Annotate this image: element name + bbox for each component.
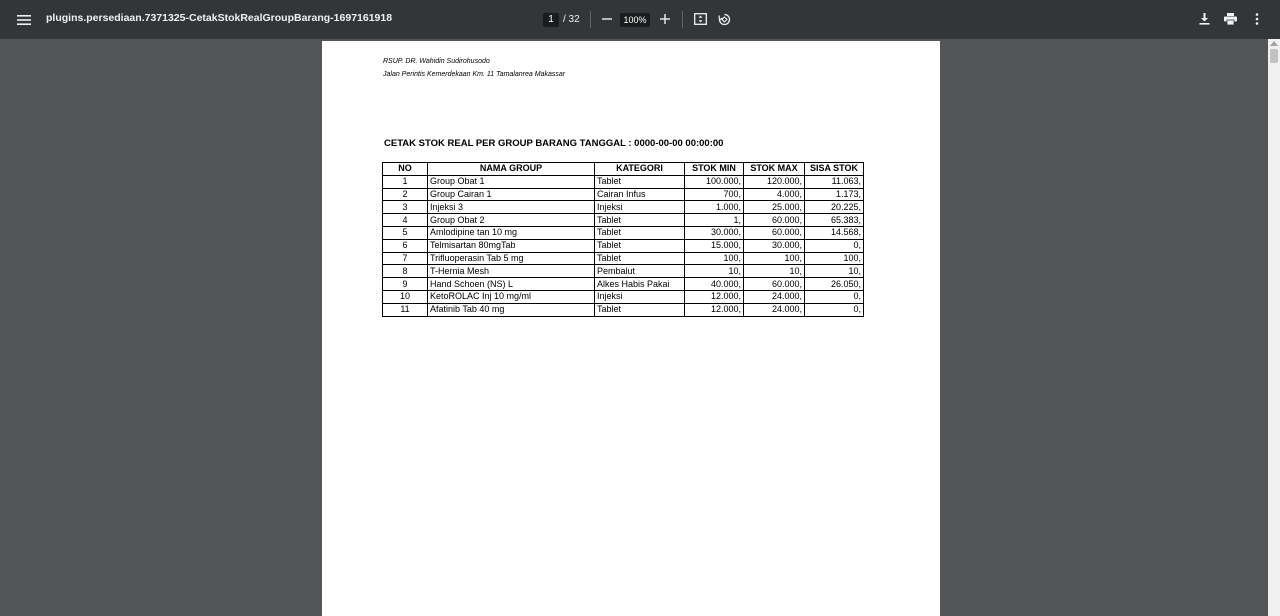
cell-no: 2 xyxy=(383,188,428,201)
fit-page-icon xyxy=(694,13,707,25)
minus-icon xyxy=(602,14,612,24)
cell-stok-min: 40.000, xyxy=(685,278,744,291)
zoom-out-button[interactable] xyxy=(598,10,616,28)
table-row xyxy=(383,303,864,316)
cell-stok-max: 100, xyxy=(744,252,805,265)
cell-nama: Group Obat 1 xyxy=(428,175,595,188)
header-stok-max: STOK MAX xyxy=(744,163,805,176)
print-icon xyxy=(1224,13,1237,25)
plus-icon xyxy=(660,14,670,24)
cell-sisa-stok: 0, xyxy=(805,239,864,252)
table-row xyxy=(383,214,864,227)
cell-stok-max: 25.000, xyxy=(744,201,805,214)
menu-icon[interactable] xyxy=(12,8,36,32)
table-row xyxy=(383,290,864,303)
cell-nama: Injeksi 3 xyxy=(428,201,595,214)
cell-stok-max: 24.000, xyxy=(744,303,805,316)
cell-no: 10 xyxy=(383,290,428,303)
cell-no: 1 xyxy=(383,175,428,188)
cell-stok-min: 1.000, xyxy=(685,201,744,214)
cell-kategori: Tablet xyxy=(595,226,685,239)
cell-stok-min: 10, xyxy=(685,265,744,278)
cell-nama: KetoROLAC Inj 10 mg/ml xyxy=(428,290,595,303)
toolbar-divider xyxy=(590,11,591,28)
table-header-row xyxy=(383,163,864,176)
rotate-icon xyxy=(718,13,731,26)
cell-kategori: Tablet xyxy=(595,175,685,188)
cell-stok-min: 12.000, xyxy=(685,303,744,316)
table-row xyxy=(383,201,864,214)
hospital-address: Jalan Perintis Kemerdekaan Km. 11 Tamalanrea Makassar xyxy=(383,71,566,78)
cell-kategori: Tablet xyxy=(595,214,685,227)
cell-stok-max: 60.000, xyxy=(744,214,805,227)
cell-sisa-stok: 26.050, xyxy=(805,278,864,291)
cell-kategori: Injeksi xyxy=(595,290,685,303)
cell-kategori: Tablet xyxy=(595,252,685,265)
table-row xyxy=(383,252,864,265)
more-options-button[interactable] xyxy=(1248,10,1266,28)
header-sisa-stok: SISA STOK xyxy=(805,163,864,176)
cell-kategori: Tablet xyxy=(595,303,685,316)
cell-stok-max: 24.000, xyxy=(744,290,805,303)
print-button[interactable] xyxy=(1221,10,1239,28)
cell-no: 3 xyxy=(383,201,428,214)
cell-stok-min: 100, xyxy=(685,252,744,265)
cell-nama: Afatinib Tab 40 mg xyxy=(428,303,595,316)
cell-stok-max: 4.000, xyxy=(744,188,805,201)
header-kategori: KATEGORI xyxy=(595,163,685,176)
table-row xyxy=(383,265,864,278)
cell-stok-max: 120.000, xyxy=(744,175,805,188)
document-title: plugins.persediaan.7371325-CetakStokRealGroupBarang-1697161918 xyxy=(46,12,393,24)
scroll-up-arrow-icon[interactable] xyxy=(1270,41,1278,46)
pdf-page xyxy=(322,41,940,616)
cell-nama: Group Cairan 1 xyxy=(428,188,595,201)
download-icon xyxy=(1199,13,1210,25)
fit-page-button[interactable] xyxy=(691,10,709,28)
cell-nama: Hand Schoen (NS) L xyxy=(428,278,595,291)
table-row xyxy=(383,226,864,239)
header-nama-group: NAMA GROUP xyxy=(428,163,595,176)
cell-kategori: Cairan Infus xyxy=(595,188,685,201)
cell-sisa-stok: 11.063, xyxy=(805,175,864,188)
cell-stok-min: 30.000, xyxy=(685,226,744,239)
cell-sisa-stok: 20.225, xyxy=(805,201,864,214)
table-row xyxy=(383,188,864,201)
cell-kategori: Alkes Habis Pakai xyxy=(595,278,685,291)
zoom-input[interactable]: 100% xyxy=(620,13,650,27)
cell-stok-min: 1, xyxy=(685,214,744,227)
cell-stok-min: 700, xyxy=(685,188,744,201)
cell-sisa-stok: 10, xyxy=(805,265,864,278)
cell-sisa-stok: 0, xyxy=(805,303,864,316)
cell-no: 4 xyxy=(383,214,428,227)
page-number-input[interactable]: 1 xyxy=(543,13,559,27)
hospital-name: RSUP. DR. Wahidin Sudirohusodo xyxy=(383,58,490,65)
download-button[interactable] xyxy=(1195,10,1213,28)
cell-kategori: Tablet xyxy=(595,239,685,252)
cell-no: 6 xyxy=(383,239,428,252)
cell-nama: Trifluoperasin Tab 5 mg xyxy=(428,252,595,265)
cell-sisa-stok: 65.383, xyxy=(805,214,864,227)
cell-stok-min: 15.000, xyxy=(685,239,744,252)
cell-kategori: Pembalut xyxy=(595,265,685,278)
cell-nama: T-Hernia Mesh xyxy=(428,265,595,278)
cell-stok-min: 100.000, xyxy=(685,175,744,188)
cell-nama: Telmisartan 80mgTab xyxy=(428,239,595,252)
table-row xyxy=(383,239,864,252)
table-row xyxy=(383,175,864,188)
cell-sisa-stok: 14.568, xyxy=(805,226,864,239)
cell-no: 8 xyxy=(383,265,428,278)
toolbar-divider xyxy=(682,11,683,28)
cell-stok-max: 60.000, xyxy=(744,226,805,239)
cell-nama: Amlodipine tan 10 mg xyxy=(428,226,595,239)
cell-sisa-stok: 0, xyxy=(805,290,864,303)
table-row xyxy=(383,278,864,291)
pdf-toolbar xyxy=(0,0,1280,39)
pdf-viewer[interactable] xyxy=(0,39,1280,616)
more-vert-icon xyxy=(1255,13,1259,25)
cell-sisa-stok: 1.173, xyxy=(805,188,864,201)
cell-nama: Group Obat 2 xyxy=(428,214,595,227)
rotate-button[interactable] xyxy=(715,10,733,28)
cell-no: 7 xyxy=(383,252,428,265)
cell-no: 9 xyxy=(383,278,428,291)
cell-kategori: Injeksi xyxy=(595,201,685,214)
report-title: CETAK STOK REAL PER GROUP BARANG TANGGAL : 0000-00-00 00:00:00 xyxy=(384,138,724,149)
cell-no: 11 xyxy=(383,303,428,316)
cell-sisa-stok: 100, xyxy=(805,252,864,265)
cell-stok-max: 30.000, xyxy=(744,239,805,252)
cell-stok-max: 10, xyxy=(744,265,805,278)
vertical-scrollbar[interactable] xyxy=(1268,39,1280,616)
header-stok-min: STOK MIN xyxy=(685,163,744,176)
header-no: NO xyxy=(383,163,428,176)
stock-table xyxy=(382,162,864,317)
scrollbar-thumb[interactable] xyxy=(1270,49,1278,63)
cell-stok-min: 12.000, xyxy=(685,290,744,303)
cell-stok-max: 60.000, xyxy=(744,278,805,291)
page-total: / 32 xyxy=(563,14,580,25)
cell-no: 5 xyxy=(383,226,428,239)
zoom-in-button[interactable] xyxy=(656,10,674,28)
